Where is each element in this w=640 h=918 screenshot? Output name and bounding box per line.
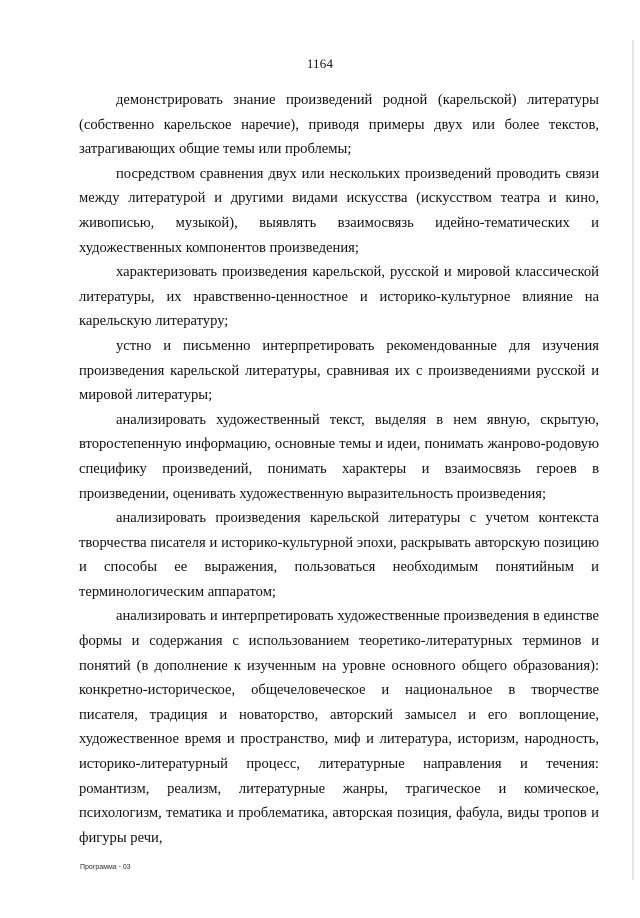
- paragraph-3: характеризовать произведения карельской, русской и мировой классической литературы, их нравственно-ценностное и историко-культурное влияние на карельскую литературу;: [79, 264, 599, 330]
- paragraph-1: демонстрировать знание произведений родной (карельской) литературы (собственно карельское наречие), приводя примеры двух или более текстов, затрагивающих общие темы или проблемы;: [79, 92, 599, 158]
- paragraph-4: устно и письменно интерпретировать рекомендованные для изучения произведения карельской литературы, сравнивая их с произведениями русской и мировой литературы;: [79, 337, 599, 404]
- paragraph-2: посредством сравнения двух или нескольких произведений проводить связи между литературой и другими видами искусства (искусством театра и кино, живописью, музыкой), выявлять взаимосвязь идейно-тематических и художественных компонентов произведения;: [79, 165, 599, 256]
- paragraph-7: анализировать и интерпретировать художественные произведения в единстве формы и содержания с использованием теоретико-литературных терминов и понятий (в дополнение к изученным на уровне основного общего образования): конкретно-историческое, общечеловеческое и национальное в творчестве писателя, традиция и новаторство, авторский замысел и его воплощение, художественное время и пространство, миф и литература, историзм, народность, историко-литературный процесс, литературные направления и течения: романтизм, реализм, литературные жанры, трагическое и комическое, психологизм, тематика и проблематика, авторская позиция, фабула, виды тропов и фигуры речи,: [79, 608, 599, 846]
- page-number: 1164: [306, 56, 334, 71]
- body-text: [79, 88, 599, 850]
- scan-edge: [632, 40, 634, 880]
- paragraph-6: анализировать произведения карельской литературы с учетом контекста творчества писателя и историко-культурной эпохи, раскрывать авторскую позицию и способы ее выражения, пользоваться необходимым понятийным и терминологическим аппаратом;: [79, 510, 599, 600]
- page-footer: Программа - 03: [80, 864, 131, 871]
- paragraph-5: анализировать художественный текст, выделяя в нем явную, скрытую, второстепенную информацию, основные темы и идеи, понимать жанрово-родовую специфику произведений, понимать характеры и взаимосвязь героев в произведении, оценивать художественную выразительность произведения;: [79, 411, 599, 502]
